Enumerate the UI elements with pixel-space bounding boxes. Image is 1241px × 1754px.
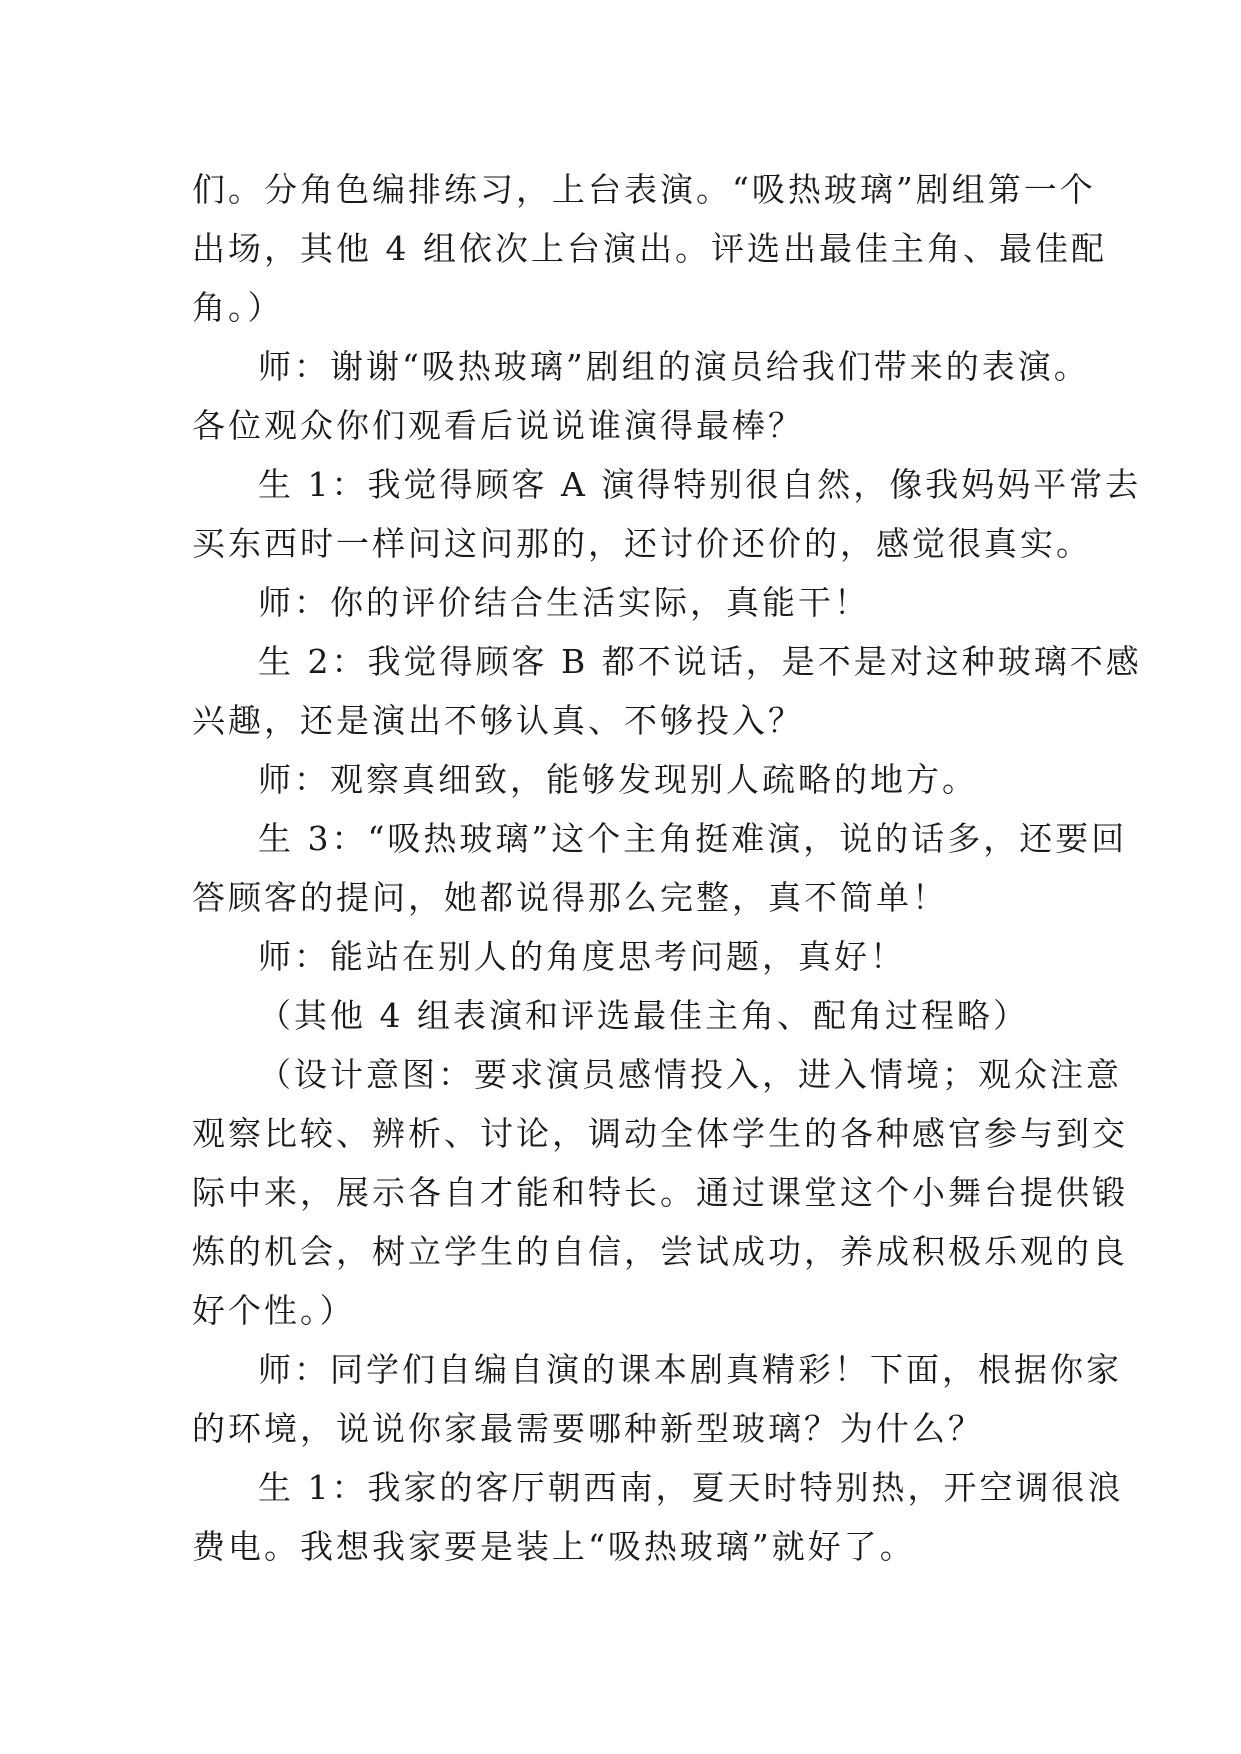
- text-line: 际中来，展示各自才能和特长。通过课堂这个小舞台提供锻: [192, 1173, 1128, 1212]
- text-line: 买东西时一样问这问那的，还讨价还价的，感觉很真实。: [192, 524, 1092, 563]
- text-line: 师：同学们自编自演的课本剧真精彩！下面，根据你家: [258, 1350, 1122, 1389]
- text-line: （设计意图：要求演员感情投入，进入情境；观众注意: [258, 1055, 1122, 1094]
- text-line: 角。）: [192, 288, 284, 327]
- text-line: 答顾客的提问，她都说得那么完整，真不简单！: [192, 878, 948, 917]
- text-line: 师：观察真细致，能够发现别人疏略的地方。: [258, 760, 978, 799]
- text-line: 生 1：我觉得顾客 A 演得特别很自然，像我妈妈平常去: [258, 465, 1142, 504]
- text-line: 师：你的评价结合生活实际，真能干！: [258, 583, 870, 622]
- text-line: 炼的机会，树立学生的自信，尝试成功，养成积极乐观的良: [192, 1232, 1128, 1271]
- text-line: 生 3：“吸热玻璃”这个主角挺难演，说的话多，还要回: [258, 819, 1128, 858]
- text-line: （其他 4 组表演和评选最佳主角、配角过程略）: [258, 996, 1029, 1035]
- text-line: 们。分角色编排练习，上台表演。“吸热玻璃”剧组第一个: [192, 170, 1096, 209]
- text-line: 兴趣，还是演出不够认真、不够投入？: [192, 701, 804, 740]
- text-line: 师：谢谢“吸热玻璃”剧组的演员给我们带来的表演。: [258, 347, 1090, 386]
- text-line: 生 1：我家的客厅朝西南，夏天时特别热，开空调很浪: [258, 1468, 1124, 1507]
- text-line: 好个性。）: [192, 1291, 356, 1330]
- text-line: 各位观众你们观看后说说谁演得最棒？: [192, 406, 804, 445]
- text-line: 的环境，说说你家最需要哪种新型玻璃？为什么？: [192, 1409, 984, 1448]
- text-line: 观察比较、辨析、讨论，调动全体学生的各种感官参与到交: [192, 1114, 1128, 1153]
- text-line: 师：能站在别人的角度思考问题，真好！: [258, 937, 906, 976]
- document-body: [192, 160, 1142, 1576]
- text-line: 出场，其他 4 组依次上台演出。评选出最佳主角、最佳配: [192, 229, 1107, 268]
- text-line: 费电。我想我家要是装上“吸热玻璃”就好了。: [192, 1527, 916, 1566]
- text-line: 生 2：我觉得顾客 B 都不说话，是不是对这种玻璃不感: [258, 642, 1142, 681]
